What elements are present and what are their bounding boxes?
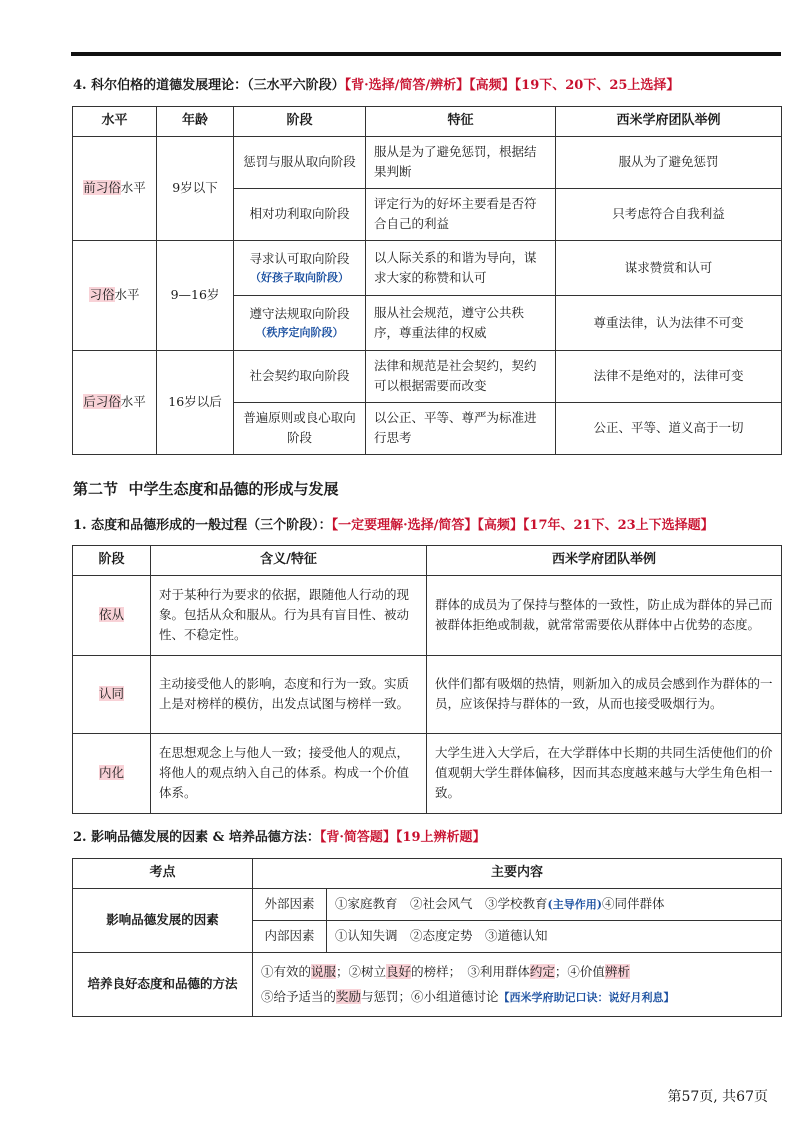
stage-highlight: 依从	[98, 607, 124, 623]
stage-cell	[234, 295, 366, 350]
heading-number: 1.	[73, 518, 87, 533]
col-header: 阶段	[73, 546, 151, 576]
level-highlight: 习俗	[89, 287, 115, 303]
example-cell: 尊重法律，认为法律不可变	[556, 295, 782, 350]
factors-methods-table	[72, 858, 782, 1017]
example-cell: 群体的成员为了保持与整体的一致性，防止成为群体的异己而被群体拒绝或制裁，就常常需要依从群体中占优势的态度。	[427, 575, 782, 655]
stage-cell	[73, 655, 151, 733]
stage-cell: 社会契约取向阶段	[234, 350, 366, 402]
highlight: 良好	[386, 964, 412, 980]
methods-label: 培养良好态度和品德的方法	[73, 952, 253, 1016]
feature-cell: 以公正、平等、尊严为标准进行思考	[366, 402, 556, 454]
feature-cell: 服从社会规范，遵守公共秩序，尊重法律的权威	[366, 295, 556, 350]
external-content	[327, 888, 782, 920]
heading-title: 影响品德发展的因素 & 培养品德方法：	[91, 830, 320, 845]
section-title	[73, 478, 338, 499]
level-cell	[73, 240, 157, 350]
heading-factors	[73, 826, 486, 845]
highlight: 说服	[311, 964, 337, 980]
text: ；②树立	[336, 964, 387, 980]
meaning-cell: 在思想观念上与他人一致；接受他人的观点，将他人的观点纳入自己的体系。构成一个价值体系。	[151, 733, 427, 813]
level-highlight: 后习俗	[83, 394, 121, 410]
stage-note: （好孩子取向阶段）	[250, 271, 349, 284]
meaning-cell: 主动接受他人的影响，态度和行为一致。实质上是对榜样的模仿，出发点试图与榜样一致。	[151, 655, 427, 733]
text: ⑤给予适当的	[261, 989, 337, 1005]
text: 的榜样； ③利用群体	[411, 964, 530, 980]
kohlberg-table	[72, 106, 782, 455]
heading-tags: 【一定要理解·选择/简答】【高频】【17年、21下、23上下选择题】	[331, 518, 714, 533]
formation-process-table	[72, 545, 782, 814]
highlight: 约定	[529, 964, 555, 980]
col-header: 主要内容	[253, 859, 782, 889]
methods-line-1	[261, 959, 773, 984]
age-cell: 16岁以后	[157, 350, 234, 454]
methods-line-2	[261, 984, 773, 1009]
feature-cell: 法律和规范是社会契约，契约可以根据需要而改变	[366, 350, 556, 402]
stage-cell: 普遍原则或良心取向阶段	[234, 402, 366, 454]
example-cell: 谋求赞赏和认可	[556, 240, 782, 295]
col-header: 特征	[366, 107, 556, 137]
external-items: ①家庭教育 ②社会风气 ③学校教育	[335, 896, 548, 912]
level-suffix: 水平	[120, 180, 146, 196]
methods-content	[253, 952, 782, 1016]
example-cell: 公正、平等、道义高于一切	[556, 402, 782, 454]
internal-content: ①认知失调 ②态度定势 ③道德认知	[327, 920, 782, 952]
example-cell: 法律不是绝对的，法律可变	[556, 350, 782, 402]
heading-title: 态度和品德形成的一般过程（三个阶段）：	[91, 518, 332, 533]
stage-note: （秩序定向阶段）	[255, 326, 344, 339]
heading-process	[73, 514, 714, 533]
external-items-end: ④同伴群体	[601, 896, 665, 912]
level-suffix: 水平	[120, 394, 146, 410]
header-rule	[71, 52, 781, 56]
col-header: 阶段	[234, 107, 366, 137]
stage-cell: 相对功利取向阶段	[234, 188, 366, 240]
highlight: 辨析	[604, 964, 630, 980]
col-header: 考点	[73, 859, 253, 889]
feature-cell: 服从是为了避免惩罚，根据结果判断	[366, 136, 556, 188]
col-header: 西米学府团队举例	[427, 546, 782, 576]
page-footer: 第57页, 共67页	[667, 1089, 768, 1105]
col-header: 西米学府团队举例	[556, 107, 782, 137]
meaning-cell: 对于某种行为要求的依据，跟随他人行动的现象。包括从众和服从。行为具有盲目性、被动性、不稳定性。	[151, 575, 427, 655]
stage-name: 遵守法规取向阶段	[249, 306, 350, 321]
example-cell: 伙伴们都有吸烟的热情，则新加入的成员会感到作为群体的一员，应该保持与群体的一致，从而也接受吸烟行为。	[427, 655, 782, 733]
heading-tags: 【背·简答题】【19上辨析题】	[319, 830, 486, 845]
mnemonic: 【西米学府助记口诀：说好月利息】	[498, 991, 675, 1005]
example-cell: 服从为了避免惩罚	[556, 136, 782, 188]
internal-label: 内部因素	[253, 920, 327, 952]
col-header: 水平	[73, 107, 157, 137]
heading-title: 科尔伯格的道德发展理论：（三水平六阶段）	[91, 78, 345, 93]
level-cell	[73, 136, 157, 240]
example-cell: 大学生进入大学后，在大学群体中长期的共同生活使他们的价值观朝大学生群体偏移，因而其态度越来越与大学生角色相一致。	[427, 733, 782, 813]
age-cell: 9岁以下	[157, 136, 234, 240]
heading-number: 2.	[73, 830, 87, 845]
section-name: 中学生态度和品德的形成与发展	[128, 480, 339, 498]
col-header: 年龄	[157, 107, 234, 137]
text: ①有效的	[261, 964, 312, 980]
heading-tags: 【背·选择/简答/辨析】【高频】【19下、20下、25上选择】	[344, 78, 680, 93]
stage-name: 寻求认可取向阶段	[249, 251, 350, 266]
stage-highlight: 认同	[98, 686, 124, 702]
stage-highlight: 内化	[98, 765, 124, 781]
external-note: (主导作用)	[547, 898, 602, 912]
heading-number: 4.	[73, 78, 87, 93]
example-cell: 只考虑符合自我利益	[556, 188, 782, 240]
level-suffix: 水平	[114, 287, 140, 303]
text: 与惩罚；⑥小组道德讨论	[361, 989, 499, 1005]
col-header: 含义/特征	[151, 546, 427, 576]
text: ；④价值	[554, 964, 605, 980]
stage-cell: 惩罚与服从取向阶段	[234, 136, 366, 188]
level-cell	[73, 350, 157, 454]
external-label: 外部因素	[253, 888, 327, 920]
feature-cell: 评定行为的好坏主要看是否符合自己的利益	[366, 188, 556, 240]
age-cell: 9—16岁	[157, 240, 234, 350]
heading-kohlberg	[73, 74, 679, 93]
stage-cell	[73, 575, 151, 655]
stage-cell	[73, 733, 151, 813]
highlight: 奖励	[336, 989, 362, 1005]
stage-cell	[234, 240, 366, 295]
feature-cell: 以人际关系的和谐为导向，谋求大家的称赞和认可	[366, 240, 556, 295]
level-highlight: 前习俗	[83, 180, 121, 196]
section-number: 第二节	[73, 480, 119, 498]
factors-label: 影响品德发展的因素	[73, 888, 253, 952]
